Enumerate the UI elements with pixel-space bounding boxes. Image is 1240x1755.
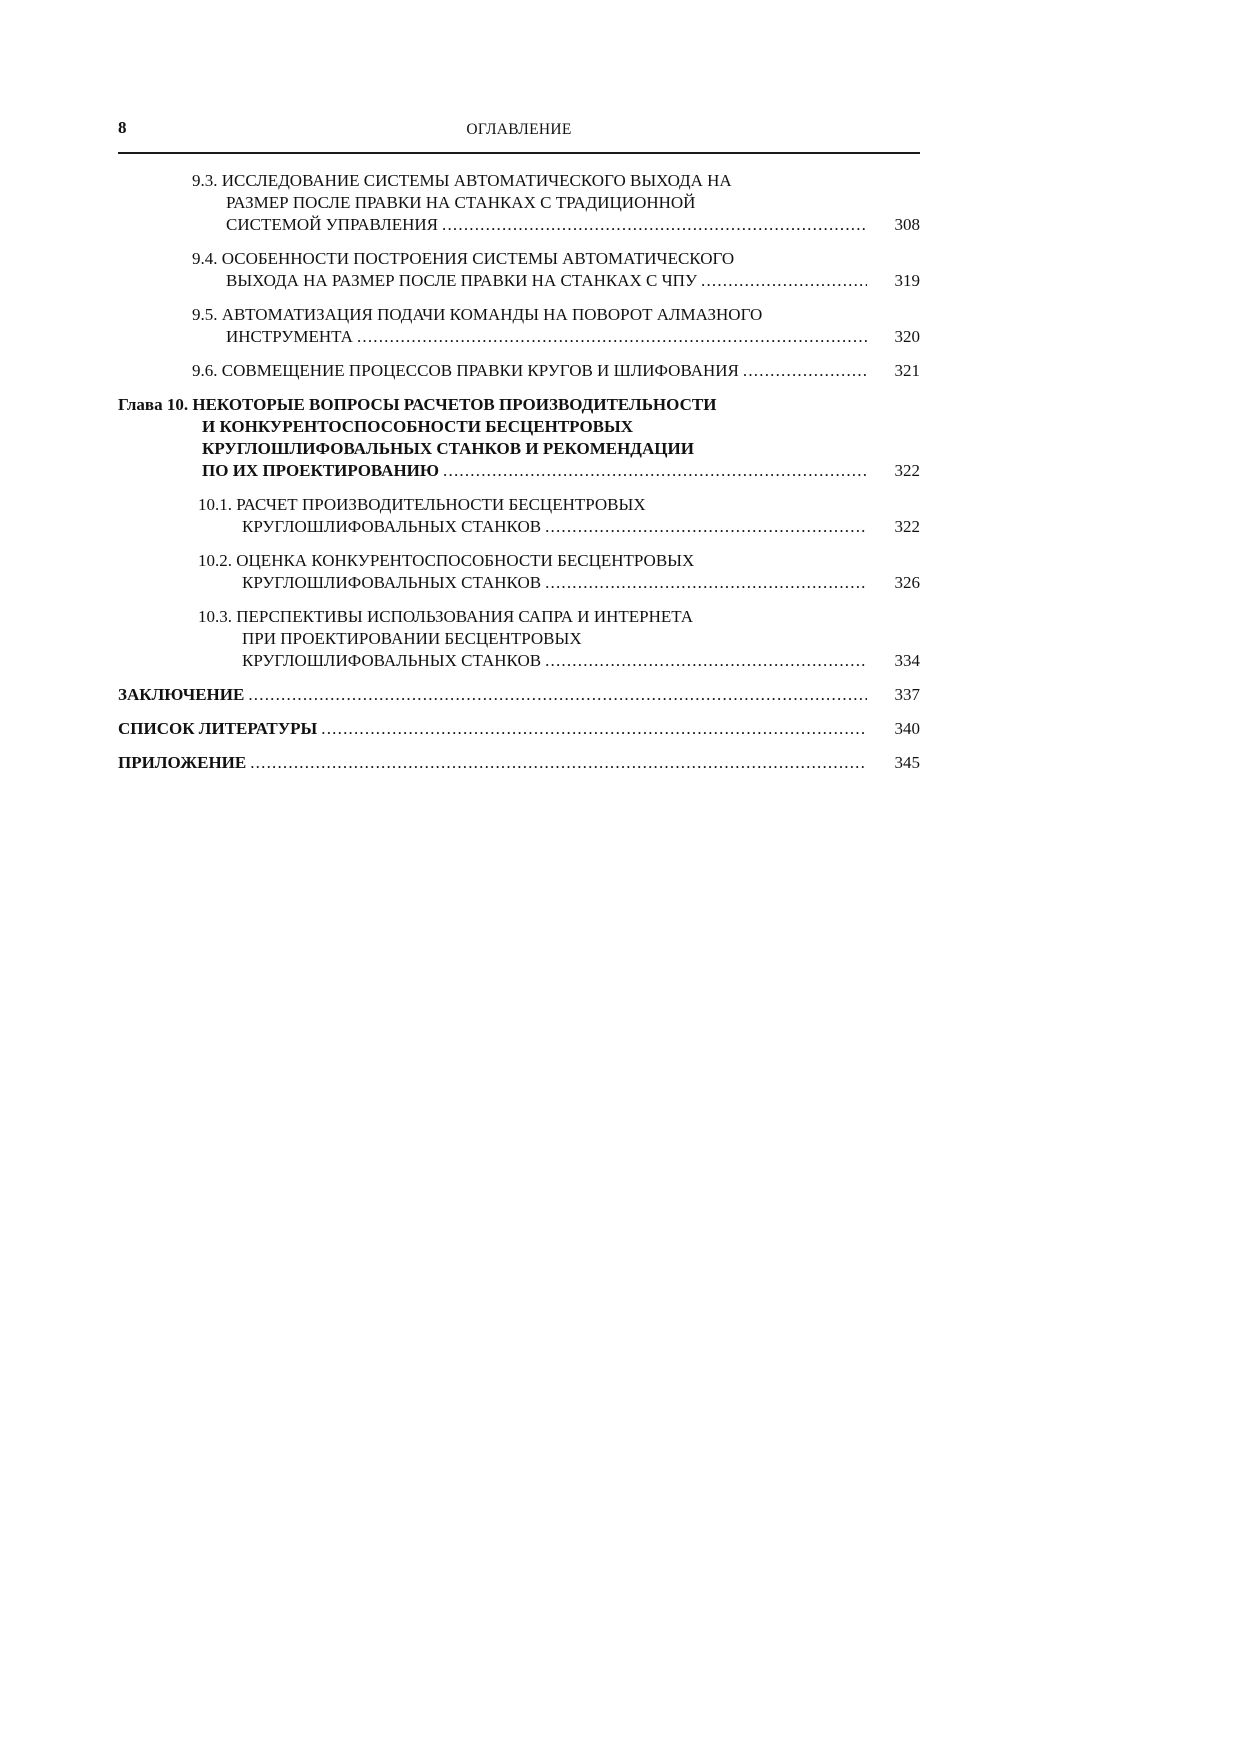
toc-page-number: 340 [894, 719, 920, 738]
toc-entry-last-line [118, 270, 920, 292]
toc-entry-last-line [118, 326, 920, 348]
dot-leader [697, 270, 867, 292]
dot-leader [438, 214, 867, 236]
toc-entry-last-line [118, 684, 920, 706]
toc-entry-line: И КОНКУРЕНТОСПОСОБНОСТИ БЕСЦЕНТРОВЫХ [202, 417, 633, 436]
toc-entry-last-line [118, 460, 920, 482]
page-number: 8 [118, 118, 127, 137]
toc-page-number: 334 [894, 651, 920, 670]
toc-entry-last-line [118, 516, 920, 538]
toc-entry-line: 9.5. АВТОМАТИЗАЦИЯ ПОДАЧИ КОМАНДЫ НА ПОВОРОТ АЛМАЗНОГО [192, 305, 763, 324]
toc-entry-last-line [118, 650, 920, 672]
toc-entry-line: Глава 10. НЕКОТОРЫЕ ВОПРОСЫ РАСЧЕТОВ ПРОИЗВОДИТЕЛЬНОСТИ [118, 395, 717, 414]
toc-entry-line: ИНСТРУМЕНТА [226, 327, 353, 346]
toc-entry-10-3[interactable] [118, 606, 920, 672]
toc-entry-last-line [118, 572, 920, 594]
toc-entry-line: КРУГЛОШЛИФОВАЛЬНЫХ СТАНКОВ И РЕКОМЕНДАЦИИ [202, 439, 694, 458]
toc-entry-line: 9.4. ОСОБЕННОСТИ ПОСТРОЕНИЯ СИСТЕМЫ АВТОМАТИЧЕСКОГО [192, 249, 735, 268]
toc-entry-10-1[interactable] [118, 494, 920, 538]
toc-entry-line: 10.2. ОЦЕНКА КОНКУРЕНТОСПОСОБНОСТИ БЕСЦЕНТРОВЫХ [198, 551, 695, 570]
toc-entry-line: КРУГЛОШЛИФОВАЛЬНЫХ СТАНКОВ [242, 517, 542, 536]
dot-leader [439, 460, 867, 482]
dot-leader [541, 650, 867, 672]
toc-entry-line: 9.6. СОВМЕЩЕНИЕ ПРОЦЕССОВ ПРАВКИ КРУГОВ И ШЛИФОВАНИЯ [192, 361, 739, 380]
toc-page-number: 319 [894, 271, 920, 290]
toc-entry-line: СПИСОК ЛИТЕРАТУРЫ [118, 719, 318, 738]
toc-entry-last-line [118, 718, 920, 740]
dot-leader [541, 516, 867, 538]
dot-leader [246, 752, 867, 774]
running-title: ОГЛАВЛЕНИЕ [466, 121, 572, 138]
dot-leader [244, 684, 867, 706]
toc-entry-line: ВЫХОДА НА РАЗМЕР ПОСЛЕ ПРАВКИ НА СТАНКАХ С ЧПУ [226, 271, 697, 290]
toc-entry-line: ПО ИХ ПРОЕКТИРОВАНИЮ [202, 461, 440, 480]
toc-page-number: 320 [894, 327, 920, 346]
toc-entry-line: ПРИ ПРОЕКТИРОВАНИИ БЕСЦЕНТРОВЫХ [242, 629, 582, 648]
toc-entry-last-line [118, 214, 920, 236]
toc-entry-references[interactable] [118, 718, 920, 740]
toc-entry-line: ПРИЛОЖЕНИЕ [118, 753, 247, 772]
table-of-contents [118, 170, 920, 786]
dot-leader [739, 360, 867, 382]
toc-entry-10-2[interactable] [118, 550, 920, 594]
toc-entry-line: СИСТЕМОЙ УПРАВЛЕНИЯ [226, 215, 439, 234]
toc-page-number: 326 [894, 573, 920, 592]
toc-entry-line: ЗАКЛЮЧЕНИЕ [118, 685, 245, 704]
dot-leader [541, 572, 867, 594]
toc-page-number: 322 [894, 517, 920, 536]
toc-page-number: 337 [894, 685, 920, 704]
toc-entry-appendix[interactable] [118, 752, 920, 774]
toc-entry-conclusion[interactable] [118, 684, 920, 706]
dot-leader [353, 326, 867, 348]
toc-page-number: 321 [894, 361, 920, 380]
toc-entry-line: КРУГЛОШЛИФОВАЛЬНЫХ СТАНКОВ [242, 651, 542, 670]
toc-entry-line: РАЗМЕР ПОСЛЕ ПРАВКИ НА СТАНКАХ С ТРАДИЦИОННОЙ [226, 193, 696, 212]
toc-page-number: 322 [894, 461, 920, 480]
toc-entry-9-6[interactable] [118, 360, 920, 382]
toc-entry-9-3[interactable] [118, 170, 920, 236]
toc-entry-line: КРУГЛОШЛИФОВАЛЬНЫХ СТАНКОВ [242, 573, 542, 592]
toc-page-number: 345 [894, 753, 920, 772]
toc-entry-last-line [118, 752, 920, 774]
page-header [118, 116, 920, 154]
toc-entry-line: 9.3. ИССЛЕДОВАНИЕ СИСТЕМЫ АВТОМАТИЧЕСКОГО ВЫХОДА НА [192, 171, 732, 190]
toc-entry-last-line [118, 360, 920, 382]
dot-leader [317, 718, 867, 740]
toc-entry-line: 10.1. РАСЧЕТ ПРОИЗВОДИТЕЛЬНОСТИ БЕСЦЕНТРОВЫХ [198, 495, 646, 514]
toc-entry-9-4[interactable] [118, 248, 920, 292]
toc-page-number: 308 [894, 215, 920, 234]
toc-entry-line: 10.3. ПЕРСПЕКТИВЫ ИСПОЛЬЗОВАНИЯ САПРА И ИНТЕРНЕТА [198, 607, 694, 626]
toc-entry-9-5[interactable] [118, 304, 920, 348]
toc-entry-chapter-10[interactable] [118, 394, 920, 482]
